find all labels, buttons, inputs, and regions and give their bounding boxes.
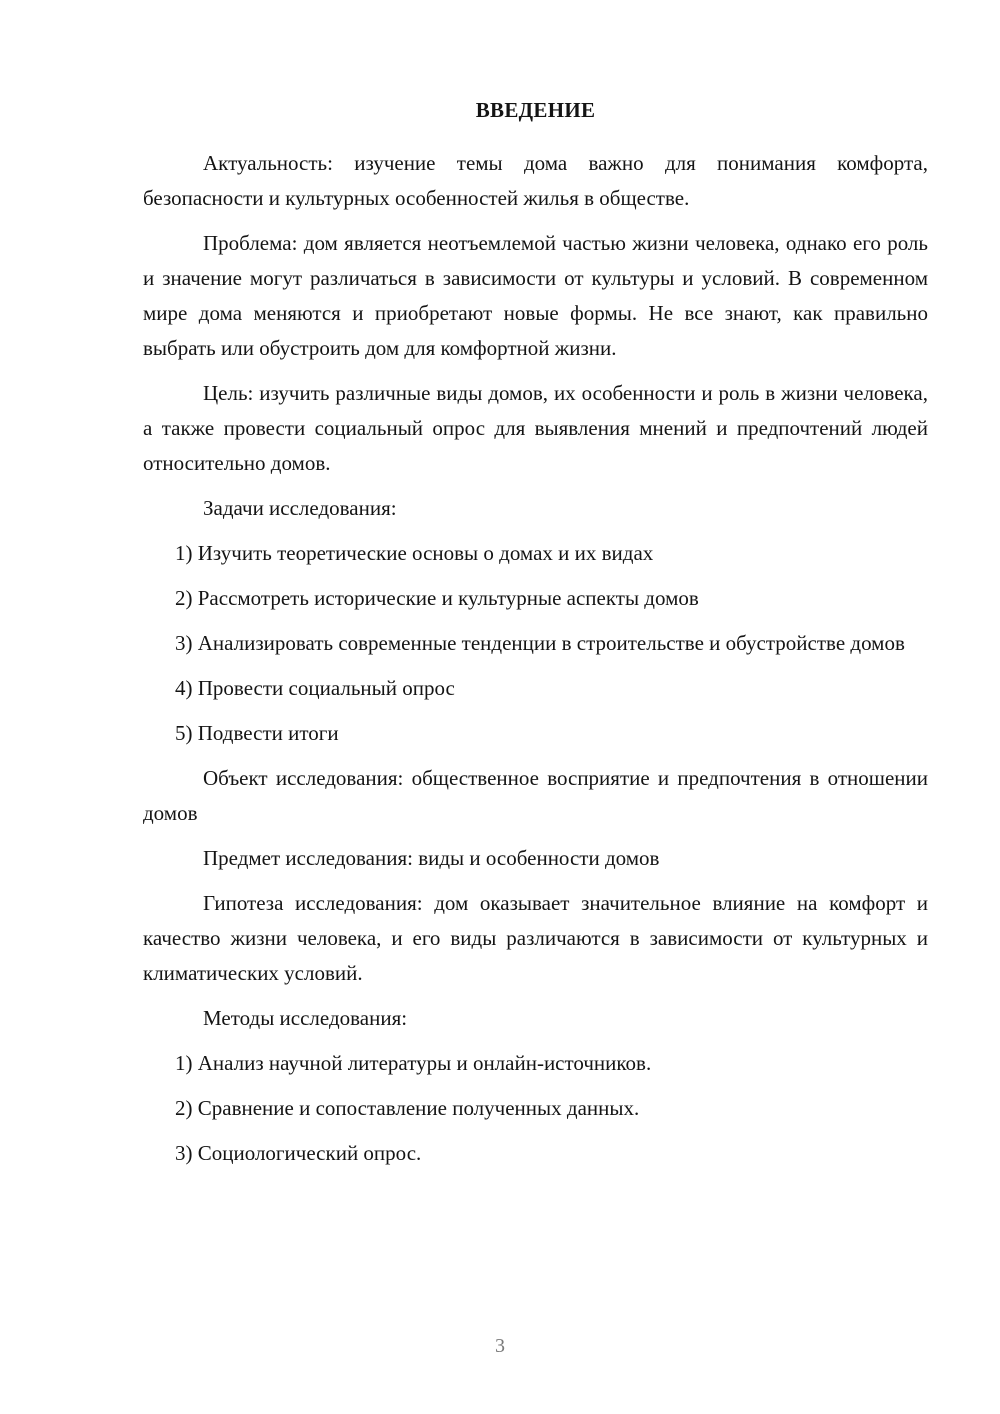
task-item-5: 5) Подвести итоги	[175, 721, 339, 745]
page-title: ВВЕДЕНИЕ	[475, 98, 596, 122]
problem-paragraph: Проблема: дом является неотъемлемой частью жизни человека, однако его роль и значение могут различаться в зависимости от культуры и условий. В современном мире дома меняются и приобретают новые формы. Не все знают, как правильно выбрать или обустроить дом для комфортной жизни.	[143, 231, 928, 360]
goal-paragraph: Цель: изучить различные виды домов, их особенности и роль в жизни человека, а также провести социальный опрос для выявления мнений и предпочтений людей относительно домов.	[143, 381, 928, 475]
method-item-3: 3) Социологический опрос.	[175, 1141, 422, 1165]
object-paragraph: Объект исследования: общественное восприятие и предпочтения в отношении домов	[143, 766, 928, 825]
method-item-2: 2) Сравнение и сопоставление полученных данных.	[175, 1096, 640, 1120]
task-item-4: 4) Провести социальный опрос	[175, 676, 455, 700]
page-content	[143, 96, 928, 1181]
task-item-1: 1) Изучить теоретические основы о домах и их видах	[175, 541, 654, 565]
subject-paragraph: Предмет исследования: виды и особенности домов	[203, 846, 660, 870]
page-number: 3	[495, 1335, 505, 1357]
task-item-3: 3) Анализировать современные тенденции в строительстве и обустройстве домов	[175, 631, 905, 655]
relevance-paragraph: Актуальность: изучение темы дома важно для понимания комфорта, безопасности и культурных особенностей жилья в обществе.	[143, 151, 928, 210]
methods-heading: Методы исследования:	[203, 1006, 408, 1030]
task-item-2: 2) Рассмотреть исторические и культурные аспекты домов	[175, 586, 699, 610]
method-item-1: 1) Анализ научной литературы и онлайн-источников.	[175, 1051, 652, 1075]
tasks-heading: Задачи исследования:	[203, 496, 397, 520]
hypothesis-paragraph: Гипотеза исследования: дом оказывает значительное влияние на комфорт и качество жизни человека, и его виды различаются в зависимости от культурных и климатических условий.	[143, 891, 928, 985]
